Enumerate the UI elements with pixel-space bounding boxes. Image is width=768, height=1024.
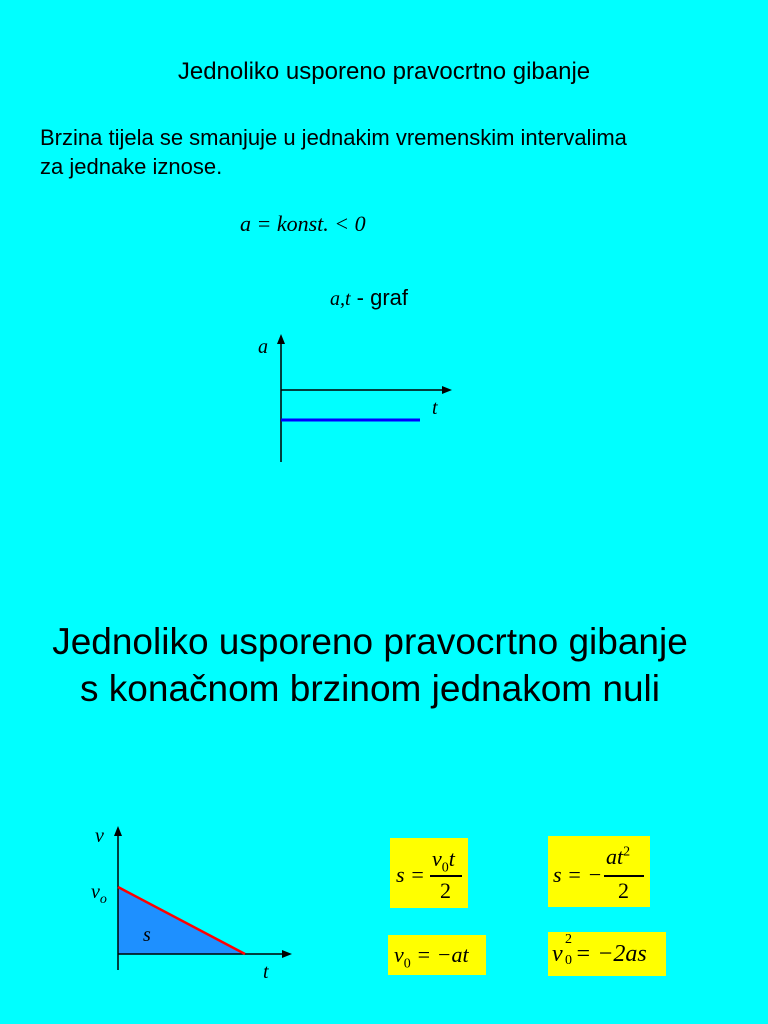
vt-y-axis-arrowhead [114,826,122,836]
f4-v: v [552,941,563,967]
graph-x-label: t [432,397,438,419]
formula-velocity [388,935,486,975]
formula-distance-acceleration [548,836,650,907]
x-axis-arrowhead [442,386,452,394]
constant-acceleration-equation: a = konst. < 0 [240,211,366,236]
section1-title: Jednoliko usporeno pravocrtno gibanje [177,58,591,85]
acceleration-time-graph [240,330,470,470]
f2-lhs: s = − [553,862,603,887]
velocity-time-graph [85,820,305,990]
section2-title-line-1: Jednoliko usporeno pravocrtno gibanje [52,621,688,662]
f2-numerator: $at^2$ [606,844,631,869]
intro-line-1: Brzina tijela se smanjuje u jednakim vremenskim intervalima [40,125,627,150]
y-axis-arrowhead [277,334,285,344]
f2-fraction-bar [604,875,644,877]
f3-expression: $v_0 = -at$ [394,942,469,972]
section2-title [0,618,740,712]
formula-velocity-squared [548,932,666,976]
vt-x-axis-arrowhead [282,950,292,958]
graph-y-label: a [258,336,268,358]
f4-superscript: 2 [565,932,572,947]
graph-label [330,285,408,311]
section2-title-line-2: s konačnom brzinom jednakom nuli [80,668,660,709]
graph-label-vars: a,t [330,288,351,310]
f1-fraction-bar [430,875,462,877]
intro-text [40,123,740,181]
f2-denominator: 2 [618,878,629,903]
intro-line-2: za jednake iznose. [40,154,223,179]
f1-numerator: $v_0t$ [432,846,455,876]
f4-subscript: 0 [565,953,572,968]
v0-label: $v_o$ [91,881,107,907]
area-label: s [143,924,151,946]
vt-x-label: t [263,961,269,983]
graph-label-word: - graf [350,285,409,310]
formula-distance-v0 [390,838,468,908]
f4-rhs: = −2as [575,941,647,967]
f1-denominator: 2 [440,878,451,903]
vt-y-label: v [95,825,104,847]
f1-lhs: s = [396,862,425,887]
